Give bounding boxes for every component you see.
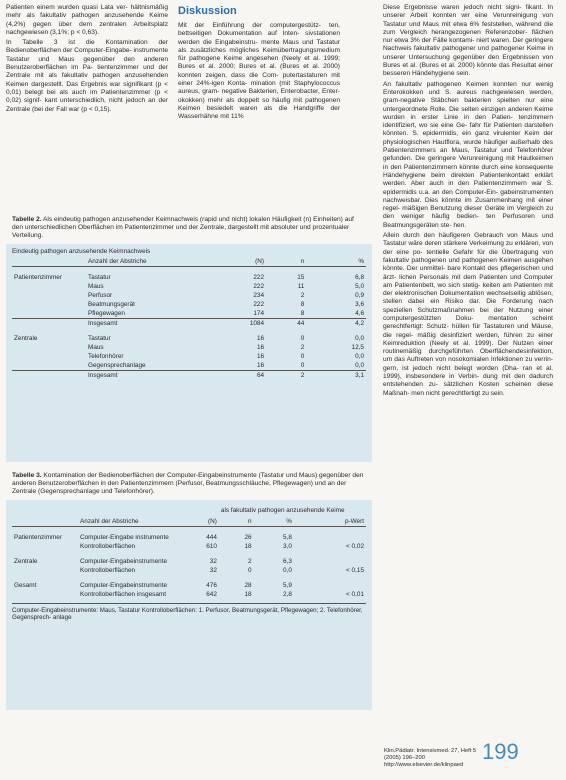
- cell: 44: [266, 318, 306, 328]
- cell: Kontrolloberflächen: [80, 542, 136, 550]
- cell: 32: [209, 566, 217, 574]
- cell: 2: [300, 343, 305, 351]
- cell: 8: [300, 300, 305, 308]
- paragraph: An fakultativ pathogenen Keimen konnten nur wenig Enterokokken und S. aureus nachgewiesen werden, gram-negative Stäbchen bakterien spielten nur eine untergeordnete Rolle. Die selten einzigen anderen Keime wurden in erster Linie in den Patien- tenzimmern identifiziert, wo sie eine Ge- fahr für Patienten darstellen könnten. S. epidermidis, ein ganz virulenter Keim der physiologischen Hautflora, wurde häufiger außerhalb des Patientenzimmers an Maus, Tastatur und Telefonhörer gefunden. Die geringere Verunreinigung mit Hautkeimen in den Patientenzimmern könnte durch eine konsequente Händehygiene beim direkten Patientenkontakt erklärt werden. Aber auch in den Patientenzimmern war S. epidermidis u.a. an den Computer-Ein- gabeinstrumenten nachweisbar. Dies könnte im Zusammenhang mit einer regel- mäßigen Benutzung dieser Geräte im Vergleich zu den weniger häufig bedien- ten Perfusoren und Beatmungsgeräten ste- hen.: [383, 80, 553, 229]
- cell: 0,0: [355, 352, 364, 360]
- cell: 18: [244, 590, 252, 598]
- cell: Maus: [88, 282, 104, 290]
- header-cell: %: [254, 517, 294, 527]
- cell: [294, 533, 366, 542]
- cell: < 0,01: [346, 590, 364, 598]
- cell: 0,0: [355, 334, 364, 342]
- cell: 0,9: [355, 291, 364, 299]
- paragraph: Patienten einem wurden quasi Lata ver- hältnismäßig mehr als fakultativ pathogen anzusehende Keime (4,2%) gegen über dem zentralen Arbeitsplatz nachgewiesen (3,1%; p < 0,63).: [6, 4, 168, 36]
- cell: 11: [297, 282, 305, 290]
- cell: 2: [266, 370, 306, 380]
- group-label: Patientenzimmer: [14, 273, 62, 281]
- cell: Telefonhörer: [88, 352, 124, 360]
- table-3: [6, 468, 372, 710]
- paragraph: Diese Ergebnisse waren jedoch nicht signi- fikant. In unserer Arbeit konnten wir eine Verunreinigung von Tastatur und Maus mit etwa 6% feststellen, während die zum Vergleich herangezogenen Referenzober- flächen nur etwa 3% der Fälle kontami- niert waren. Der geringere Nachweis fakultativ pathogener und pathogener Keime in unserer Untersuchung gegenüber den Ergebnissen von Bures et al. (Bures et al. 2000) könnte das Resultat einer besseren Händehygiene sein.: [383, 4, 553, 78]
- group-header-row: [12, 506, 366, 517]
- data-table: [12, 257, 366, 380]
- table-row: [12, 334, 366, 343]
- cell: 8: [300, 309, 305, 317]
- table-row: [12, 309, 366, 319]
- page-number: 199: [482, 739, 519, 764]
- cell: 6,8: [355, 273, 364, 281]
- cell: 0,0: [355, 361, 364, 369]
- cell: Beatmungsgerät: [88, 300, 135, 308]
- cell: 3,0: [282, 542, 292, 550]
- cell: Kontrolloberflächen: [80, 566, 136, 574]
- table-row: [12, 590, 366, 599]
- table-footnote: Computer-Eingabeinstrumente: Maus, Tastatur Kontrolloberflächen: 1. Perfusor, Beatmungsgerät, Pflegewagen; 2. Telefonhörer, Gegensprech- anlage: [12, 603, 366, 625]
- cell: 64: [200, 370, 266, 380]
- cell: < 0,15: [346, 566, 364, 574]
- text-column-2: [178, 4, 340, 124]
- table-caption: [6, 212, 372, 244]
- header-cell: [12, 257, 86, 267]
- cell: 18: [244, 542, 252, 550]
- group-label: Gesamt: [14, 581, 37, 589]
- cell: Kontrolloberflächen insgesamt: [80, 590, 166, 598]
- cell: Maus: [88, 343, 104, 351]
- cell: 174: [253, 309, 265, 317]
- cell: 4,6: [355, 309, 364, 317]
- header-row: [12, 517, 366, 527]
- table-row: [12, 557, 366, 566]
- table-row: [12, 273, 366, 282]
- cell: Computer-Eingabeinstrumente: [80, 581, 168, 589]
- cell: 222: [253, 273, 265, 281]
- journal-citation: Klin.Pädiatr. Intensivmed. 27, Heft 5 (2005) 196–200: [384, 748, 477, 761]
- cell: 0,0: [282, 566, 292, 574]
- total-row: [12, 370, 366, 380]
- paragraph: Mit der Einführung der computergestütz- ten, bettseitigen Dokumentation auf Inten- sivstationen werden die Eingabeinstru- mente Maus und Tastatur als zusätzliches mögliches Keimübertragungsmedium für pathogene Keime angesehen (Neely et al. 1999; Bures et al. 2000; Bures et al. (Bures et al. 2000) konnten zeigen, dass die Com- putertastaturen mit einer 24%-igen Konta- mination (mit Staphylococcus aureus, gram- negative Bakterien, Enterobacter, Enter- okokken) mehr als doppelt so häufig mit pathogenen Keimen besiedelt waren als die Handgriffe der Wasserhähne mit 11%: [178, 22, 340, 121]
- cell: 2: [300, 291, 305, 299]
- cell: 0: [248, 566, 252, 574]
- cell: Insgesamt: [86, 318, 200, 328]
- cell: 16: [256, 361, 265, 369]
- data-table: [12, 506, 366, 599]
- cell: Perfusor: [88, 291, 113, 299]
- journal-url[interactable]: http://www.elsevier.de/klinpaed: [384, 762, 464, 768]
- header-cell: p-Wert: [294, 517, 366, 527]
- page-footer: [384, 748, 480, 769]
- header-cell: Anzahl der Abstriche: [86, 257, 200, 267]
- table-caption-text: Als eindeutig pathogen anzusehender Keimnachweis (rapid und nicht) lokalen Häufigkeit (n) Einheiten) auf den unterschiedlichen Oberflächen im Patientenzimmer und der Zentrale, dargestellt mit absoluter und prozentualer Verteilung.: [12, 216, 354, 240]
- group-label: Patientenzimmer: [14, 533, 62, 541]
- text-column-1: [6, 4, 168, 116]
- cell: 6,3: [282, 557, 292, 565]
- cell: Computer-Eingabeinstrumente: [80, 557, 168, 565]
- table-caption-text: Kontamination der Bedienoberflächen der Computer-Eingabeinstrumente (Tastatur und Maus) gegenüber den anderen Benutzeroberflächen in den Patientenzimmern (Perfusor, Beatmungsschläuche, Pflegewagen) und an der Zentrale (Gegensprechanlage und Telefonhörer).: [12, 472, 364, 496]
- total-row: [12, 318, 366, 328]
- table-row: [12, 566, 366, 575]
- cell: 16: [256, 352, 265, 360]
- cell: 32: [209, 557, 217, 565]
- header-cell: (N): [202, 517, 219, 527]
- header-cell: n: [266, 257, 306, 267]
- cell: 0: [300, 352, 305, 360]
- paragraph: In Tabelle 3 ist die Kontamination der Bedienoberflächen der Computer-Eingabe- instrumente Tastatur und Maus gegenüber den anderen Benutzeroberflächen im Pa- tientenzimmer und der Zentrale mit als fakultativ pathogen anzusehenden Keimen dargestellt. Das Ergebnis war signifikant (p < 0,01) belegt bei als auch im Patientenzimmer (p < 0,02) signif- kant unterschiedlich, nicht jedoch an der Zentrale (bei der Fall war (p < 0,15).: [6, 39, 169, 113]
- cell: 28: [244, 581, 252, 589]
- header-cell: [12, 517, 78, 527]
- paragraph: Allein durch den häufigeren Gebrauch von Maus und Tastatur wäre deren stärkere Verkeimung zu erklären, von der eine po- tentielle Gefahr für die Übertragung von fakultativ pathogenen und pathogenen Keimen ausgehen könnte. Der unmittel- bare Kontakt des pflegerischen und ärzt- lichen Personals mit dem Patienten und Computer am Patientenbett, wo sich stetig- keiten am Patienten mit der elektronischen Dokumentation wechselseitig ablösen, stellen dabei ein Risiko dar. Die Forderung nach speziellen Schutzmaßnahmen bei der Nutzung einer computergestützten Doku- mentation scheint gerechtfertigt: Schutz- hüllen für Tastaturen und Mäuse, die regel- mäßig desinfiziert werden, führen zu einer Keimreduktion (Neely et al. 1999). Der Nutzen einer routinemäßig durchgeführten Oberflächendesinfektion, um das Auftreten von nosokomialen Infektionen zu verrin- gern, ist jedoch nicht belegt worden (Dha- ran et al. 1999), insbesondere in Verbin- dung mit den dadurch entstehenden zu- sätzlichen Kosten scheinen diese Maßnah- men nicht gerechtfertigt zu sein.: [383, 232, 553, 397]
- table-row: [12, 361, 366, 371]
- cell: 26: [244, 533, 252, 541]
- cell: 234: [253, 291, 265, 299]
- cell: [294, 557, 366, 566]
- cell: 15: [297, 273, 305, 281]
- cell: 0: [300, 334, 305, 342]
- table-row: [12, 300, 366, 309]
- table-body: [12, 526, 366, 599]
- cell: 222: [253, 282, 265, 290]
- group-label: Zentrale: [14, 334, 38, 342]
- cell: 16: [256, 334, 265, 342]
- cell: Tastatur: [88, 334, 111, 342]
- table-row: [12, 282, 366, 291]
- text-column-3: [383, 4, 553, 400]
- header-row: [12, 257, 366, 267]
- table-row: [12, 542, 366, 551]
- table-2: [6, 212, 372, 462]
- section-heading: Diskussion: [178, 5, 237, 17]
- cell: Tastatur: [88, 273, 111, 281]
- cell: 12,5: [351, 343, 364, 351]
- cell: 5,0: [355, 282, 364, 290]
- cell: < 0,02: [346, 542, 364, 550]
- cell: 5,8: [282, 533, 292, 541]
- cell: 0: [300, 361, 305, 369]
- table-label: Tabelle 3.: [12, 472, 42, 479]
- cell: 2,8: [282, 590, 292, 598]
- group-header: als fakultativ pathogen anzusehende Keime: [220, 506, 345, 514]
- table-caption: [6, 468, 372, 500]
- table-body: [12, 266, 366, 380]
- cell: 4,2: [306, 318, 366, 328]
- cell: 444: [206, 533, 217, 541]
- cell: Insgesamt: [86, 370, 200, 380]
- table-row: [12, 533, 366, 542]
- cell: 642: [206, 590, 217, 598]
- cell: 2: [248, 557, 252, 565]
- cell: 3,1: [306, 370, 366, 380]
- header-cell: Anzahl der Abstriche: [78, 517, 202, 527]
- cell: 5,9: [282, 581, 292, 589]
- cell: 16: [256, 343, 265, 351]
- header-cell: %: [306, 257, 366, 267]
- cell: Gegensprechanlage: [88, 361, 146, 369]
- cell: 3,6: [355, 300, 364, 308]
- cell: [294, 581, 366, 590]
- cell: 1084: [200, 318, 266, 328]
- table-row: [12, 581, 366, 590]
- header-cell: (N): [200, 257, 266, 267]
- cell: 476: [206, 581, 217, 589]
- cell: Pflegewagen: [88, 309, 125, 317]
- table-label: Tabelle 2.: [12, 216, 42, 223]
- table-row: [12, 291, 366, 300]
- header-cell: n: [219, 517, 254, 527]
- cell: 610: [206, 542, 217, 550]
- table-row: [12, 352, 366, 361]
- group-label: Zentrale: [14, 557, 38, 565]
- table-subtitle: Eindeutig pathogen anzusehende Keimnachweis: [12, 247, 151, 255]
- table-row: [12, 343, 366, 352]
- cell: 222: [253, 300, 265, 308]
- cell: Computer-Eingabe instrumente: [80, 533, 169, 541]
